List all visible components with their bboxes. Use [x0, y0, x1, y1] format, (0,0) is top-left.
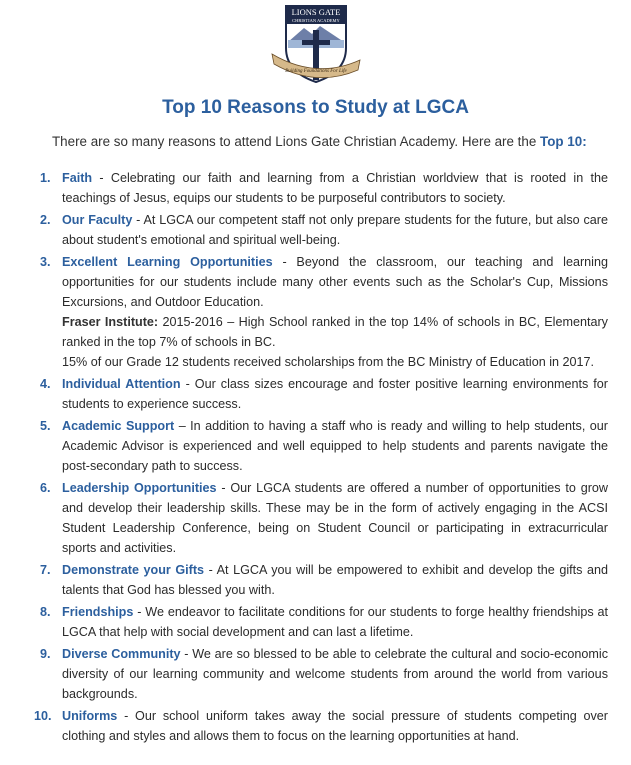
intro-text	[52, 134, 587, 149]
item-label: Friendships	[62, 605, 134, 619]
item-label: Our Faculty	[62, 213, 133, 227]
item-text: - Beyond the classroom, our teaching and learning opportunities for our students include many other events such as the Scholar's Cup, Missions Excursions, and Outdoor Education.	[62, 255, 608, 309]
list-item	[0, 602, 608, 642]
list-item	[0, 560, 608, 600]
item-number: 8.	[40, 605, 51, 619]
reasons-list	[0, 168, 631, 748]
item-label: Diverse Community	[62, 647, 181, 661]
list-item	[0, 644, 608, 704]
list-item	[0, 210, 608, 250]
item-label: Faith	[62, 171, 93, 185]
item-number: 6.	[40, 481, 51, 495]
item-label: Individual Attention	[62, 377, 181, 391]
scholarship-note: 15% of our Grade 12 students received scholarships from the BC Ministry of Education in 2017.	[62, 355, 595, 369]
list-item	[0, 416, 608, 476]
item-text: - We are so blessed to be able to celebrate the cultural and socio-economic diversity of our learning community and welcome students from around the world from various backgrounds.	[62, 647, 608, 701]
item-text: - At LGCA our competent staff not only prepare students for the future, but also care about student's emotional and spiritual well-being.	[62, 213, 608, 247]
item-label: Demonstrate your Gifts	[62, 563, 205, 577]
item-text: - We endeavor to facilitate conditions for our students to forge healthy friendships at LGCA that help with social development and can last a lifetime.	[62, 605, 608, 639]
item-text: – In addition to having a staff who is ready and willing to help students, our Academic Advisor is experienced and well equipped to help students and parents navigate the post-secondary path to success.	[62, 419, 608, 473]
list-item	[0, 478, 608, 558]
item-label: Leadership Opportunities	[62, 481, 217, 495]
item-number: 7.	[40, 563, 51, 577]
item-number: 1.	[40, 171, 51, 185]
item-number: 4.	[40, 377, 51, 391]
intro-colon: :	[582, 134, 587, 149]
item-text: - Our class sizes encourage and foster positive learning environments for students to experience success.	[62, 377, 608, 411]
page-title: Top 10 Reasons to Study at LGCA	[162, 97, 469, 118]
list-item	[0, 168, 608, 208]
item-text: - Our school uniform takes away the social pressure of students competing over clothing and styles and allows them to focus on the learning opportunities at hand.	[62, 709, 608, 743]
intro-body: There are so many reasons to attend Lions Gate Christian Academy. Here are the	[52, 134, 541, 149]
fraser-text: 2015-2016 – High School ranked in the top 14% of schools in BC, Elementary ranked in the top 7% of schools in BC.	[62, 315, 608, 349]
item-label: Academic Support	[62, 419, 175, 433]
item-text: - Celebrating our faith and learning from a Christian worldview that is rooted in the teachings of Jesus, equips our students to be purposeful contributors to society.	[62, 171, 608, 205]
item-number: 3.	[40, 255, 51, 269]
item-text: - At LGCA you will be empowered to exhibit and develop the gifts and talents that God has blessed you with.	[62, 563, 608, 597]
school-crest-logo	[268, 4, 364, 84]
item-label: Uniforms	[62, 709, 118, 723]
item-text: - Our LGCA students are offered a number of opportunities to grow and develop their leadership skills. These may be in the form of actively engaging in the ACSI Student Leadership Conference, being on Student Council or participating in extracurricular sports and activities.	[62, 481, 608, 555]
svg-text:Building Foundations For Life: Building Foundations For Life	[285, 69, 347, 74]
item-number: 5.	[40, 419, 51, 433]
list-item	[0, 374, 608, 414]
svg-text:LIONS GATE: LIONS GATE	[291, 7, 341, 17]
fraser-institute-note	[62, 312, 608, 352]
list-item	[0, 706, 608, 746]
item-number: 2.	[40, 213, 51, 227]
intro-emphasis: Top 10	[540, 134, 583, 149]
fraser-label: Fraser Institute:	[62, 315, 159, 329]
item-number: 9.	[40, 647, 51, 661]
item-label: Excellent Learning Opportunities	[62, 255, 273, 269]
list-item	[0, 252, 608, 372]
svg-text:CHRISTIAN ACADEMY: CHRISTIAN ACADEMY	[292, 18, 340, 23]
item-number: 10.	[34, 709, 52, 723]
